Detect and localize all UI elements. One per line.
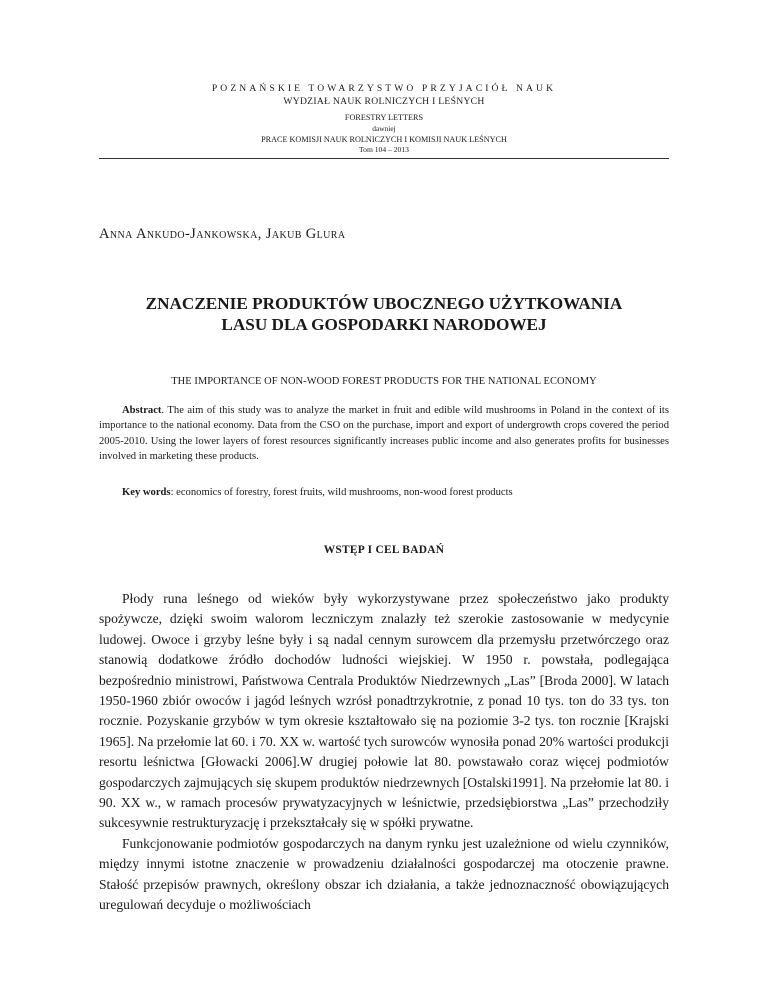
keywords-text: : economics of forestry, forest fruits, wild mushrooms, non-wood forest products	[170, 487, 513, 498]
article-title-line-1: ZNACZENIE PRODUKTÓW UBOCZNEGO UŻYTKOWANIA	[145, 294, 623, 313]
english-title: THE IMPORTANCE OF NON-WOOD FOREST PRODUCTS FOR THE NATIONAL ECONOMY	[171, 376, 597, 387]
header-divider	[99, 158, 669, 159]
section-heading: WSTĘP I CEL BADAŃ	[323, 544, 445, 556]
keywords	[99, 485, 669, 500]
abstract-text: . The aim of this study was to analyze the market in fruit and edible wild mushrooms in Poland in the context of its importance to the national economy. Data from the CSO on the purchase, import and export of undergrowth crops covered the period 2005-2010. Using the lower layers of forest resources significantly increases public income and also generates profits for businesses involved in marketing these products.	[99, 405, 669, 463]
journal-name: FORESTRY LETTERS	[344, 113, 424, 122]
article-title	[99, 293, 669, 335]
faculty-name: WYDZIAŁ NAUK ROLNICZYCH I LEŚNYCH	[283, 96, 485, 107]
journal-header	[99, 82, 669, 155]
abstract-label: Abstract	[122, 405, 162, 416]
society-name: POZNAŃSKIE TOWARZYSTWO PRZYJACIÓŁ NAUK	[211, 83, 557, 94]
body-paragraph-2: Funkcjonowanie podmiotów gospodarczych na danym rynku jest uzależnione od wielu czynników, między innymi istotne znaczenie w prowadzeniu działalności gospodarczej ma otoczenie prawne. Stałość przepisów prawnych, określony obszar ich działania, a także jednoznaczność obowiązujących uregulowań decyduje o możliwościach	[99, 835, 669, 913]
volume-info: Tom 104 – 2013	[359, 145, 409, 154]
article-title-line-2: LASU DLA GOSPODARKI NARODOWEJ	[221, 315, 547, 334]
former-journal-name: PRACE KOMISJI NAUK ROLNICZYCH I KOMISJI NAUK LEŚNYCH	[261, 135, 507, 144]
keywords-label: Key words	[122, 487, 171, 498]
body-text	[99, 589, 669, 916]
body-paragraph-1: Płody runa leśnego od wieków były wykorzystywane przez społeczeństwo jako produkty spożywcze, dzięki swoim walorom leczniczym znalazły też szerokie zastosowanie w medycynie ludowej. Owoce i grzyby leśne były i są nadal cennym surowcem dla przemysłu przetwórczego oraz stanowią dodatkowe źródło dochodów ludności wiejskiej. W 1950 r. powstała, podlegająca bezpośrednio ministrowi, Państwowa Centrala Produktów Niedrzewnych „Las” [Broda 2000]. W latach 1950-1960 zbiór owoców i jagód leśnych wzrósł ponadtrzykrotnie, z ponad 10 tys. ton do 33 tys. ton rocznie. Pozyskanie grzybów w tym okresie kształtowało się na poziomie 3-2 tys. ton rocznie [Krajski 1965]. Na przełomie lat 60. i 70. XX w. wartość tych surowców wynosiła ponad 20% wartości produkcji resortu leśnictwa [Głowacki 2006].W drugiej połowie lat 80. powstawało coraz więcej podmiotów gospodarczych zajmujących się skupem produktów niedrzewnych [Ostalski1991]. Na przełomie lat 80. i 90. XX w., w ramach procesów prywatyzacyjnych w leśnictwie, przedsiębiorstwa „Las” przechodziły sukcesywnie restrukturyzację i przekształcały się w spółki prywatne.	[99, 591, 669, 831]
authors: Anna Ankudo-Jankowska, Jakub Glura	[99, 226, 346, 242]
abstract	[99, 403, 669, 465]
formerly-label: dawniej	[372, 124, 396, 133]
